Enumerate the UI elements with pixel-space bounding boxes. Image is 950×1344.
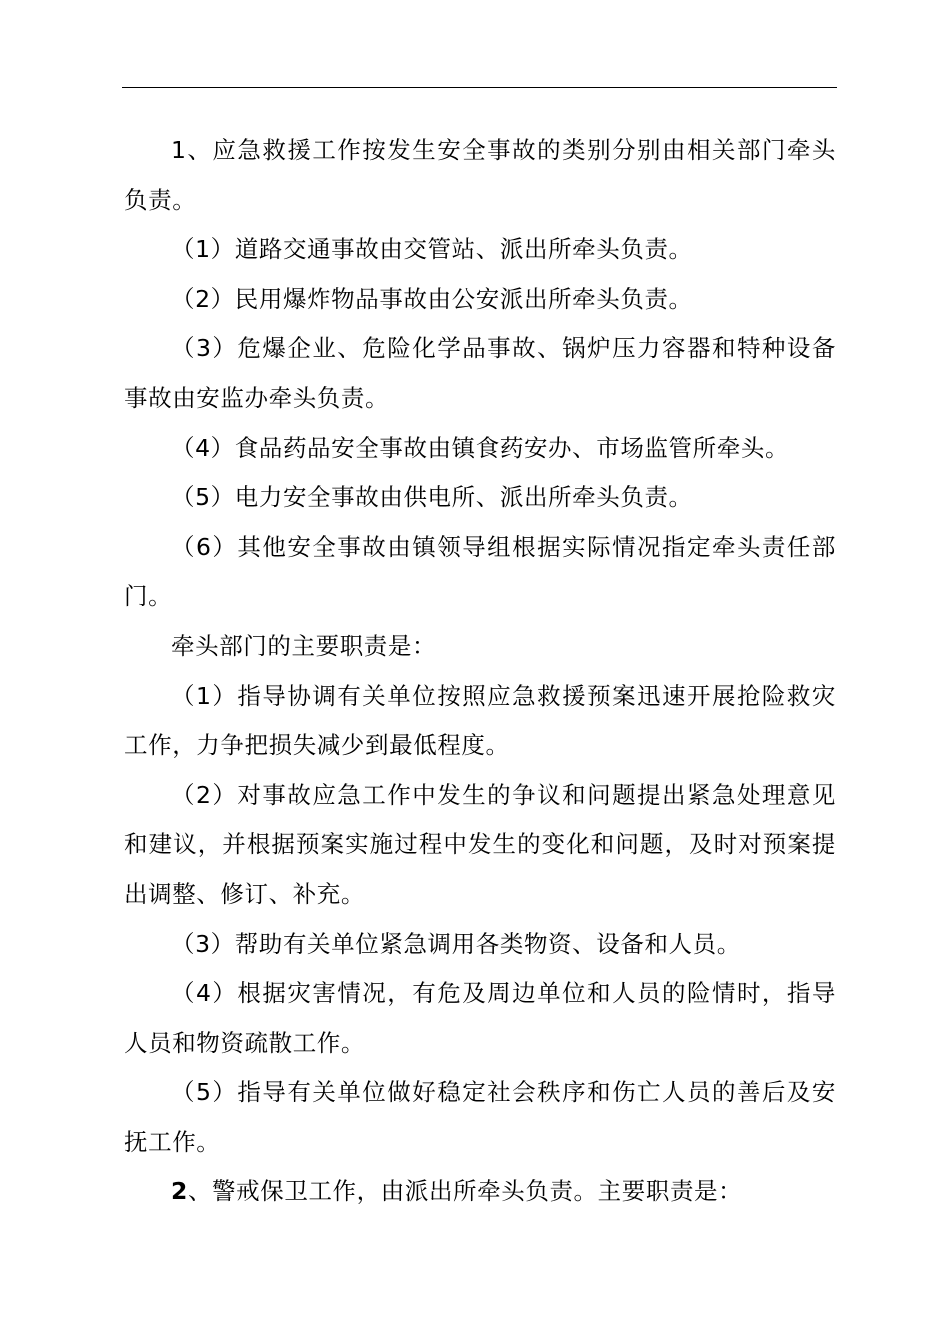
paragraph-13: （5）指导有关单位做好稳定社会秩序和伤亡人员的善后及安抚工作。 (124, 1078, 836, 1156)
paragraph-1: 1、应急救援工作按发生安全事故的类别分别由相关部门牵头负责。 (124, 136, 836, 214)
document-body (124, 126, 836, 1217)
paragraph-9: （1）指导协调有关单位按照应急救援预案迅速开展抢险救灾工作，力争把损失减少到最低程度。 (124, 681, 836, 760)
paragraph-10: （2）对事故应急工作中发生的争议和问题提出紧急处理意见和建议，并根据预案实施过程中发生的变化和问题，及时对预案提出调整、修订、补充。 (124, 780, 836, 908)
header-rule (122, 87, 837, 88)
paragraph-14 (124, 1167, 836, 1217)
paragraph-3: （2）民用爆炸物品事故由公安派出所牵头负责。 (171, 284, 693, 313)
paragraph-6: （5）电力安全事故由供电所、派出所牵头负责。 (171, 483, 693, 512)
paragraph-12: （4）根据灾害情况，有危及周边单位和人员的险情时，指导人员和物资疏散工作。 (124, 979, 836, 1057)
paragraph-11: （3）帮助有关单位紧急调用各类物资、设备和人员。 (171, 929, 741, 958)
paragraph-7: （6）其他安全事故由镇领导组根据实际情况指定牵头责任部门。 (124, 532, 836, 611)
paragraph-2: （1）道路交通事故由交管站、派出所牵头负责。 (171, 235, 693, 264)
paragraph-5: （4）食品药品安全事故由镇食药安办、市场监管所牵头。 (171, 433, 790, 462)
paragraph-4: （3）危爆企业、危险化学品事故、锅炉压力容器和特种设备事故由安监办牵头负责。 (124, 334, 836, 412)
paragraph-8: 牵头部门的主要职责是： (171, 631, 437, 660)
section-number: 2 (171, 1177, 188, 1206)
section-text: 、警戒保卫工作，由派出所牵头负责。主要职责是： (187, 1177, 743, 1206)
